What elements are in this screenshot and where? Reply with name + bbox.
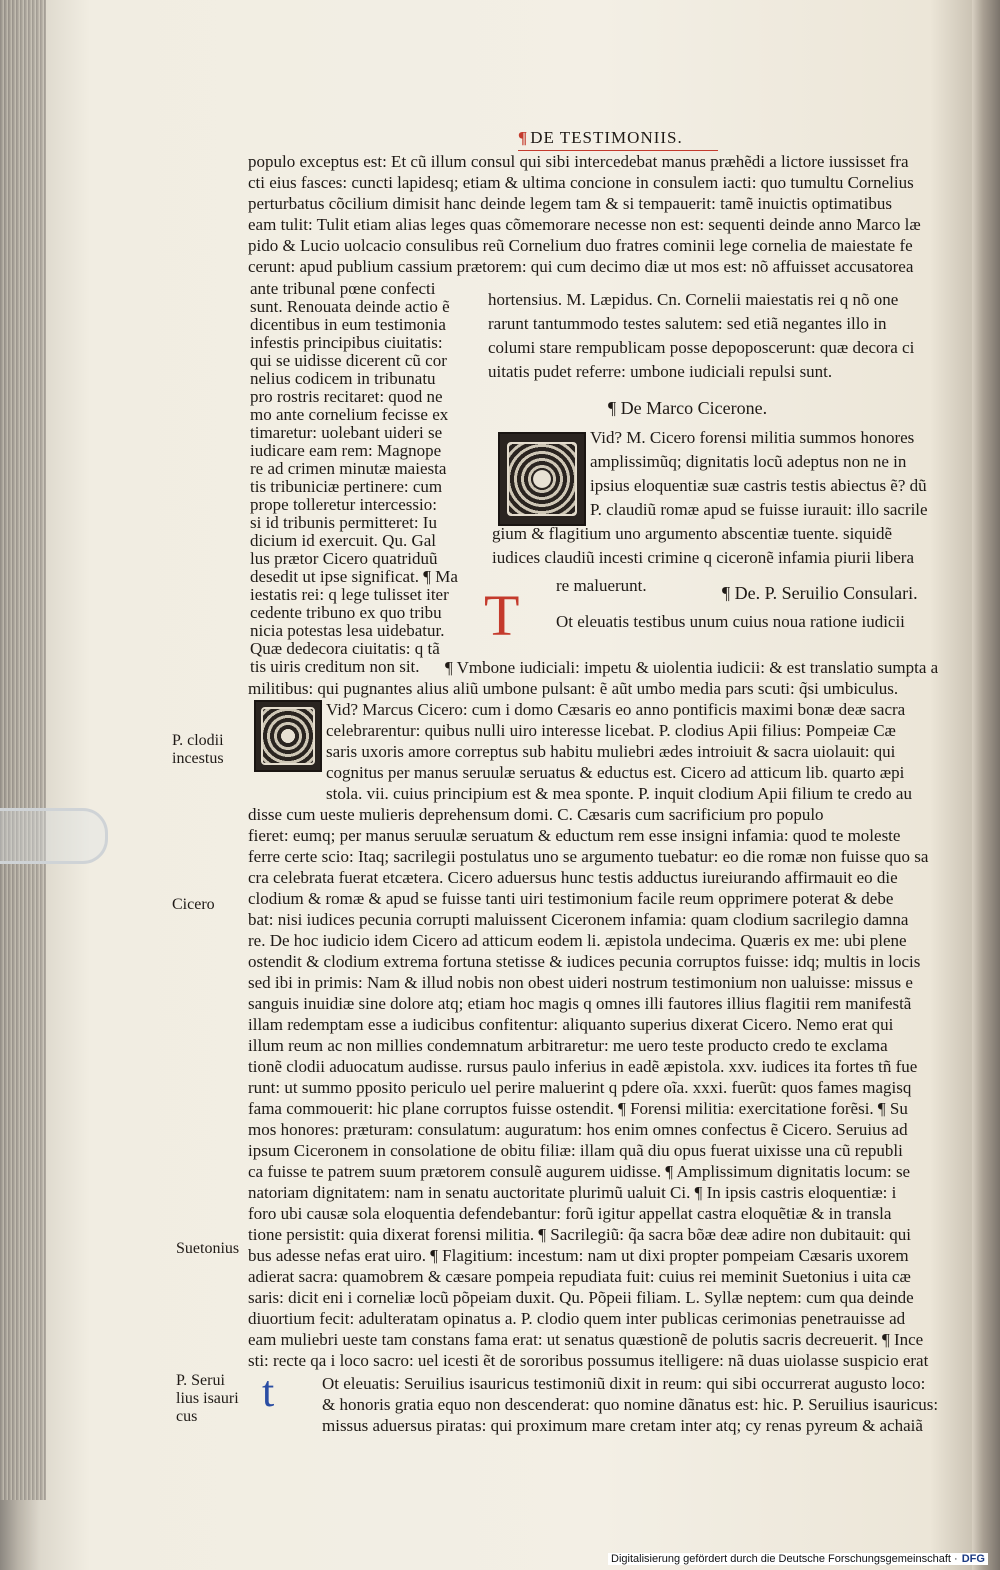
text-line: disse cum ueste mulieris deprehensum domi. C. Cæsaris cum sacrificium pro populo [248, 805, 824, 824]
text-line: ferre certe scio: Itaq; sacrilegii postulatus uno se argumento tuebatur: eo die romæ non fuisse quo sa [248, 847, 929, 866]
text-line: bus adesse nefas erat uiro. ¶ Flagitium: incestum: nam ut dixi propter pompeiam Cæsaris uxorem [248, 1246, 909, 1265]
text-line: uitatis pudet referre: umbone iudiciali repulsi sunt. [488, 362, 833, 381]
text-line: populo exceptus est: Et cũ illum consul qui sibi intercedebat manus præhẽdi a lictore iussisset fra [248, 152, 909, 171]
text-line: qui se uidisse dicerent cũ cor [250, 351, 447, 370]
paper-clip [0, 808, 108, 864]
text-line: eam muliebri ueste tam constans fama erat: ut senatus quæstionẽ de polutis sacris decreuerit. ¶ Ince [248, 1330, 924, 1349]
dfg-logo: DFG [961, 1553, 985, 1565]
text-line: ipsius eloquentiæ suæ castris testis abiectus ẽ? dũ [590, 476, 927, 495]
text-line: mo ante cornelium fecisse ex [250, 405, 449, 424]
text-line: missus aduersus piratas: qui proximum mare cretam inter atq; cy renas pyreum & achaiã [322, 1416, 923, 1435]
book-page-edges [0, 0, 46, 1500]
text-line: iestatis rei: q lege tulisset iter [250, 585, 449, 604]
text-line: re maluerunt. [556, 576, 647, 595]
text-line: tis tribuniciæ pertinere: cum [250, 477, 443, 496]
text-line: runt: ut summo pposito periculo uel perire maluerint q pdere oĩa. xxxi. fuerũt: quos fames magisq [248, 1078, 912, 1097]
text-line: tionẽ clodii aduocatum audisse. rursus paulo inferius in eadẽ æpistola. xxv. iudices ita fortes tñ fue [248, 1057, 918, 1076]
margin-note-line: P. clodii [172, 732, 224, 749]
text-line: infestis principibus ciuitatis: [250, 333, 443, 352]
text-line: & honoris gratia equo non descenderat: quo nomine dãnatus est: hic. P. Seruilius isauricus: [322, 1395, 939, 1414]
text-line: re. De hoc iudicio idem Cicero ad atticum eodem li. æpistola undecima. Quæris ex me: ubi plene [248, 931, 907, 950]
running-head [518, 128, 683, 148]
margin-note-line: P. Serui [176, 1372, 225, 1389]
text-line: P. claudiũ romæ apud se fuisse iurauit: illo sacrile [590, 500, 928, 519]
text-line: foro ubi causæ sola eloquentia defendebantur: forũ igitur appellat castra eloquẽtiæ & in transla [248, 1204, 892, 1223]
text-line: perturbatus cõcilium dimisit hanc deinde legem tam & si tempauerit: tamẽ inuictis optimatibus [248, 194, 892, 213]
running-head-text: DE TESTIMONIIS. [530, 128, 683, 147]
text-line: saris: dicit eni i corneliæ locũ põpeiam duxit. Qu. Põpeii filiam. L. Syllæ neptem: cum qua deinde [248, 1288, 914, 1307]
text-line: sunt. Renouata deinde actio ẽ [250, 297, 450, 316]
text-line: amplissimũq; dignitatis locũ adeptus non ne in [590, 452, 907, 471]
text-line: Ot eleuatis: Seruilius isauricus testimoniũ dixit in reum: qui sibi occurrerat augusto loco: [322, 1374, 926, 1393]
text-line: ipsum Ciceronem in consolatione de obitu filiæ: illam quã diu opus fuerat uixisse una cũ republi [248, 1141, 903, 1160]
woodcut-initial-q-small [254, 700, 322, 772]
margin-note-line: cus [176, 1408, 198, 1425]
text-line: cra celebrata fuerat etcætera. Cicero aduersus hunc testis adductus iureiurando affirmauit eo die [248, 868, 898, 887]
running-head-mark: ¶ [518, 128, 529, 147]
text-line: timaretur: uolebant uideri se [250, 423, 443, 442]
text-line: nelius codicem in tribunatu [250, 369, 436, 388]
red-initial-t: T [484, 583, 520, 648]
text-line: sanguis inuidiæ sine dolore atq; etiam hoc magis q omnes illi fautores illius flagitii rem manifestã [248, 994, 912, 1013]
text-line: mos honores: præturam: consulatum: auguratum: hos enim omnes confectus ẽ Cicero. Seruius ad [248, 1120, 908, 1139]
footer-text: Digitalisierung gefördert durch die Deutsche Forschungsgemeinschaft · [611, 1553, 958, 1565]
text-line: gium & flagitium uno argumento abscentiæ tuente. siquidẽ [492, 524, 893, 543]
text-line: prope tolleretur intercessio: [250, 495, 437, 514]
text-line: natoriam dignitatem: nam in senatu auctoritate plurimũ ualuit Ci. ¶ In ipsis castris eloquentiæ: i [248, 1183, 897, 1202]
digitization-footer [608, 1553, 988, 1565]
text-line: iudicare eam rem: Magnope [250, 441, 442, 460]
text-line: Vid? M. Cicero forensi militia summos honores [590, 428, 915, 447]
text-line: dicentibus in eum testimonia [250, 315, 446, 334]
text-line: stola. vii. cuius principium est & mea sponte. P. inquit clodium Apii filium te credo au [326, 784, 912, 803]
blue-initial-t: t [262, 1367, 275, 1416]
margin-note-suetonius: Suetonius [176, 1240, 240, 1257]
woodcut-initial-q [498, 432, 586, 526]
text-line: cedente tribuno ex quo tribu [250, 603, 442, 622]
text-line: tione persistit: quia dixerat forensi militia. ¶ Sacrilegiũ: q̃a sacra bõæ deæ adire non dubitauit: qui [248, 1225, 911, 1244]
margin-note-servilius [176, 1372, 239, 1426]
margin-note-line: incestus [172, 750, 224, 767]
text-line: ca fuisse te patrem suum prætorem consulẽ augurem uidisse. ¶ Amplissimum dignitatis locum: se [248, 1162, 911, 1181]
text-line: clodium & romæ & apud se fuisse tanti uiri testimonium facile reum opprimere poterat & debe [248, 889, 894, 908]
text-line: re ad crimen minutæ maiesta [250, 459, 447, 478]
heading-cicero: ¶ De Marco Cicerone. [608, 398, 768, 418]
text-line: si id tribunis permitteret: Iu [250, 513, 437, 532]
text-line: fieret: eumq; per manus seruulæ seruatum & eductum rem esse insigni infamia: quod te moleste [248, 826, 901, 845]
text-line: celebrarentur: quibus nulli uiro interesse licebat. P. clodius Apii filius: Pompeiæ Cæ [326, 721, 896, 740]
margin-note-cicero: Cicero [172, 896, 215, 913]
text-line: desedit ut ipse significat. ¶ Ma [250, 567, 458, 586]
text-line: militibus: qui pugnantes alius aliũ umbone pulsant: ẽ aũt umbo media pars scuti: q̃si umbiculus. [248, 679, 899, 698]
text-line: pido & Lucio uolcacio consulibus reũ Cornelium duo fratres cominii lege cornelia de maiestate fe [248, 236, 913, 255]
heading-servilio: ¶ De. P. Seruilio Consulari. [722, 583, 918, 603]
text-line: diuortium fecit: adulteratam opinatus a. P. clodio quem inter publicas cerimonias penetrauisse ad [248, 1309, 906, 1328]
text-line: sed ibi in primis: Nam & illud nobis non obest uideri nostrum testimonium non ualuisse: missus e [248, 973, 913, 992]
text-line: illam redemptam esse a iudicibus confitentur: aliquanto superius dixerat Cicero. Nemo erat qui [248, 1015, 894, 1034]
book-binding [972, 0, 1000, 1570]
text-line: columi stare rempublicam posse depoposcerunt: quæ decora ci [488, 338, 915, 357]
text-line: Quæ dedecora ciuitatis: q tã [250, 639, 440, 658]
text-line: cti eius fasces: cuncti lapidesq; etiam & ultima concione in consulem iacti: quo tumultu Cornelius [248, 173, 914, 192]
text-line: lus prætor Cicero quatriduũ [250, 549, 438, 568]
text-line: rarunt tantummodo testes salutem: sed etiã negantes illo in [488, 314, 887, 333]
text-line: ante tribunal pœne confecti [250, 279, 436, 298]
text-line: fama commouerit: hic plane corruptos fuisse ostendit. ¶ Forensi militia: exercitatione forẽsi. ¶ Su [248, 1099, 908, 1118]
text-line: nicia potestas lesa uidebatur. [250, 621, 445, 640]
text-line: cognitus per manus seruulæ seruatus & eductus est. Cicero ad atticum lib. quarto æpi [326, 763, 905, 782]
text-line: iudices claudiũ incesti crimine q ciceronẽ infamia piurii libera [492, 548, 915, 567]
text-line: dicium id exercuit. Qu. Gal [250, 531, 437, 550]
text-line: ¶ Vmbone iudiciali: impetu & uiolentia iudicii: & est translatio sumpta a [445, 658, 939, 677]
text-line: cerunt: apud publium cassium prætorem: qui cum decimo diæ ut mos est: nõ affuisset accusatorea [248, 257, 914, 276]
running-head-rule [518, 150, 718, 151]
text-line: eam tulit: Tulit etiam alias leges quas cõmemorare necesse non est: sequenti deinde anno Marco læ [248, 215, 921, 234]
text-line: illum reum ac non millies condemnatum arbitraretur: me uero teste producto credo te exclama [248, 1036, 888, 1055]
text-line: ostendit & clodium extrema fortuna stetisse & iudices pecunia corruptos fuisse: idq; multis in locis [248, 952, 921, 971]
text-line: saris uxoris amore correptus sub habitu muliebri ædes introiuit & sacra uiolauit: qui [326, 742, 896, 761]
text-line: pro rostris recitaret: quod ne [250, 387, 443, 406]
text-line: tis uiris creditum non sit. [250, 657, 420, 676]
text-line: hortensius. M. Læpidus. Cn. Cornelii maiestatis rei q nõ one [488, 290, 899, 309]
text-line: adierat sacra: quamobrem & cæsare pompeia repudiata fuit: cuius rei meminit Suetonius i uita cæ [248, 1267, 911, 1286]
text-line: Vid? Marcus Cicero: cum i domo Cæsaris eo anno pontificis maximi bonæ deæ sacra [326, 700, 906, 719]
text-line: Ot eleuatis testibus unum cuius noua ratione iudicii [556, 612, 905, 631]
margin-note-clodius [172, 732, 224, 768]
margin-note-line: lius isauri [176, 1390, 239, 1407]
text-line: sti: recte qa i loco sacro: uel icesti ẽt de sororibus possumus itelligere: nã duas uiolasse suspicio erat [248, 1351, 929, 1370]
text-line: bat: nisi iudices pecunia corrupti maluissent Ciceronem infamia: quam clodium sacrilegio damna [248, 910, 909, 929]
